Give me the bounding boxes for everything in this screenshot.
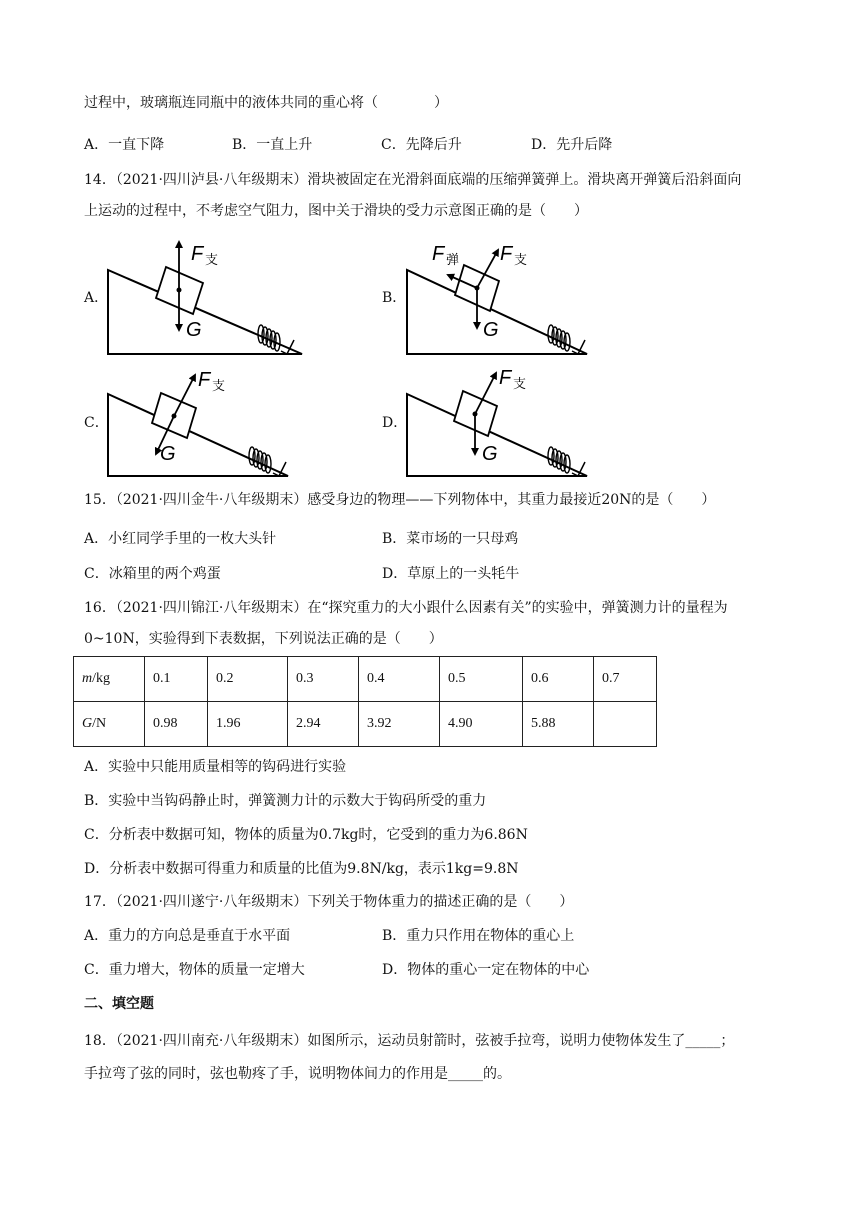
diagram-b [407,243,587,354]
diagram-c [108,369,288,476]
table-cell: 0.3 [288,657,359,702]
section-title: 二、填空题 [84,996,154,1012]
q15-stem: 15．（2021·四川金牛·八年级期末）感受身边的物理——下列物体中，其重力最接近20N的是（ ） [84,492,716,508]
q14-label-b[interactable]: B． [382,290,407,306]
table-cell: 0.7 [594,657,657,702]
table-cell: 0.98 [145,702,208,747]
q17-option-c[interactable]: C．重力增大，物体的质量一定增大 [84,962,305,978]
q17-stem: 17．（2021·四川遂宁·八年级期末）下列关于物体重力的描述正确的是（ ） [84,894,574,910]
diagram-a [108,242,302,354]
q17-option-a[interactable]: A．重力的方向总是垂直于水平面 [84,928,291,944]
q16-stem-line1: 16．（2021·四川锦江·八年级期末）在“探究重力的大小跟什么因素有关”的实验中，弹簧测力计的量程为 [84,600,728,616]
q15-option-c[interactable]: C．冰箱里的两个鸡蛋 [84,566,221,582]
q18-stem-line2: 手拉弯了弦的同时，弦也勒疼了手，说明物体间力的作用是_____的。 [84,1066,511,1082]
q13-option-c[interactable]: C．先降后升 [381,137,462,153]
force-sub-label: 支 [205,252,219,267]
table-cell: 2.94 [288,702,359,747]
svg-text:G: G [160,443,176,465]
q15-option-d[interactable]: D．草原上的一头牦牛 [382,566,520,582]
table-cell: 3.92 [359,702,440,747]
q13-option-a[interactable]: A．一直下降 [84,137,165,153]
table-cell: 1.96 [208,702,288,747]
q15-option-b[interactable]: B．菜市场的一只母鸡 [382,531,519,547]
table-header-cell: G/N [74,702,145,747]
data-table [73,656,657,747]
q13-stem-tail: 过程中，玻璃瓶连同瓶中的液体共同的重心将（ ） [84,95,448,111]
table-cell: 5.88 [523,702,594,747]
table-header-cell: m/kg [74,657,145,702]
svg-text:F: F [432,243,445,265]
svg-text:弹: 弹 [446,252,460,267]
svg-text:F: F [500,243,513,265]
q14-stem-line2: 上运动的过程中，不考虑空气阻力，图中关于滑块的受力示意图正确的是（ ） [84,203,588,219]
svg-text:G: G [483,319,499,341]
q17-option-b[interactable]: B．重力只作用在物体的重心上 [382,928,575,944]
q14-label-c[interactable]: C． [84,415,109,431]
svg-text:F: F [499,367,512,389]
svg-text:支: 支 [513,376,527,391]
q18-stem-line1: 18．（2021·四川南充·八年级期末）如图所示，运动员射箭时，弦被手拉弯，说明力使物体发生了_____； [84,1033,735,1049]
svg-text:F: F [198,369,211,391]
q14-label-a[interactable]: A． [84,290,109,306]
q16-option-b[interactable]: B．实验中当钩码静止时，弹簧测力计的示数大于钩码所受的重力 [84,793,487,809]
q13-option-d[interactable]: D．先升后降 [531,137,613,153]
force-g-label: G [186,319,202,341]
table-row [74,657,657,702]
table-cell: 0.1 [145,657,208,702]
q15-option-a[interactable]: A．小红同学手里的一枚大头针 [84,531,277,547]
svg-text:支: 支 [514,252,528,267]
svg-text:G: G [482,443,498,465]
q16-stem-line2: 0~10N，实验得到下表数据，下列说法正确的是（ ） [84,631,443,647]
diagram-d [407,367,587,476]
q17-option-d[interactable]: D．物体的重心一定在物体的中心 [382,962,590,978]
table-cell [594,702,657,747]
incline-a [108,270,302,354]
table-cell: 0.2 [208,657,288,702]
q16-option-c[interactable]: C．分析表中数据可知，物体的质量为0.7kg时，它受到的重力为6.86N [84,827,528,843]
q13-option-b[interactable]: B．一直上升 [232,137,313,153]
q16-option-a[interactable]: A．实验中只能用质量相等的钩码进行实验 [84,759,347,775]
table-cell: 0.4 [359,657,440,702]
q14-label-d[interactable]: D． [382,415,408,431]
force-f-label: F [191,243,204,265]
table-cell: 0.5 [440,657,523,702]
table-cell: 4.90 [440,702,523,747]
spring-a-icon [258,325,280,351]
q14-stem-line1: 14．（2021·四川泸县·八年级期末）滑块被固定在光滑斜面底端的压缩弹簧弹上。滑块离开弹簧后沿斜面向 [84,172,742,188]
table-cell: 0.6 [523,657,594,702]
table-row [74,702,657,747]
q16-option-d[interactable]: D．分析表中数据可得重力和质量的比值为9.8N/kg，表示1kg=9.8N [84,861,519,877]
q14-force-diagrams [0,230,860,490]
svg-text:支: 支 [212,378,226,393]
